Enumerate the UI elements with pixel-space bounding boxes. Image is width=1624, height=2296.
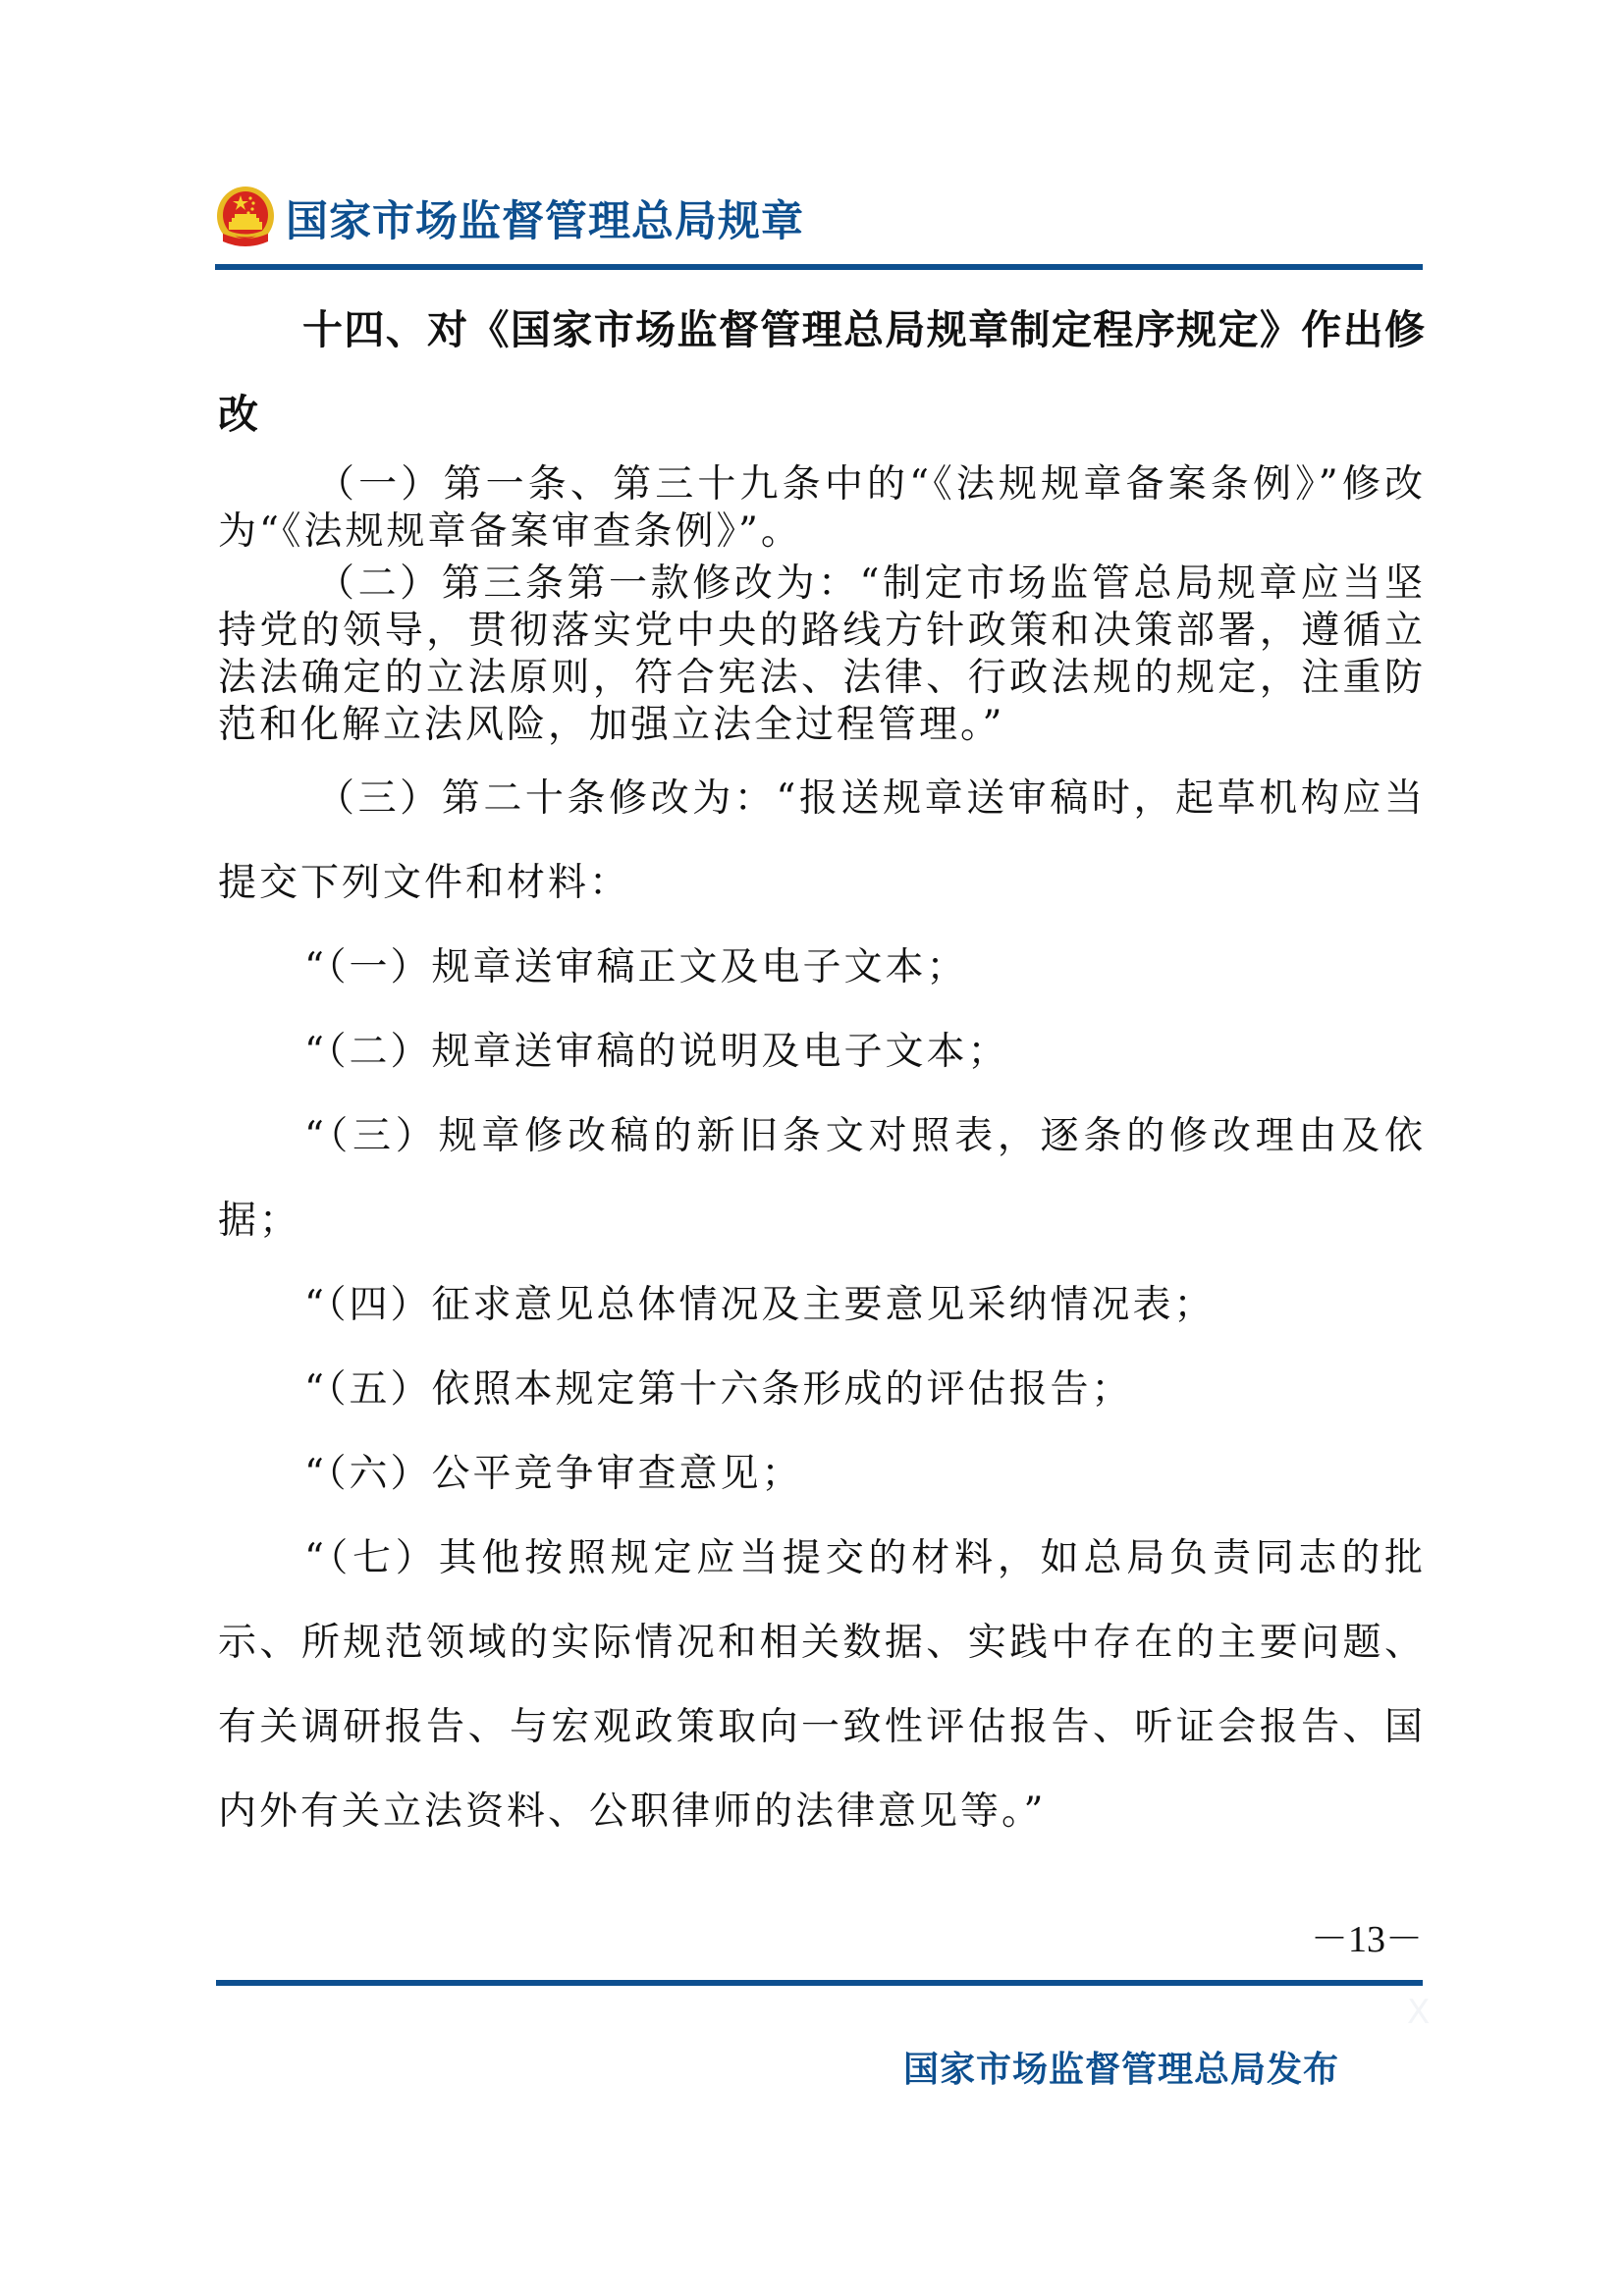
paragraph-2: （二）第三条第一款修改为：“制定市场监管总局规章应当坚持党的领导，贯彻落实党中央的路线方针政策和决策部署，遵循立法法确定的立法原则，符合宪法、法律、行政法规的规定，注重防范和化解立法风险，加强立法全过程管理。”: [218, 561, 1426, 747]
footer-divider: [216, 1980, 1423, 1986]
list-item-7: “（七）其他按照规定应当提交的材料，如总局负责同志的批示、所规范领域的实际情况和相关数据、实践中存在的主要问题、有关调研报告、与宏观政策取向一致性评估报告、听证会报告、国内外有关立法资料、公职律师的法律意见等。”: [218, 1536, 1426, 1834]
document-body: [218, 288, 1426, 1854]
list-item-2: “（二）规章送审稿的说明及电子文本；: [304, 1030, 1009, 1074]
paragraph-1: （一）第一条、第三十九条中的“《法规规章备案条例》”修改为“《法规规章备案审查条例》”。: [218, 462, 1426, 554]
publisher-label: 国家市场监督管理总局发布: [903, 2050, 1340, 2090]
section-heading: 十四、对《国家市场监督管理总局规章制定程序规定》作出修改: [218, 306, 1426, 438]
page-number: －13－: [1310, 1919, 1423, 1960]
header-title: 国家市场监督管理总局规章: [286, 196, 804, 246]
paragraph-3: （三）第二十条修改为：“报送规章送审稿时，起草机构应当提交下列文件和材料：: [218, 776, 1426, 905]
header-divider: [215, 264, 1423, 270]
document-header: [215, 179, 804, 257]
faint-watermark-mark: X: [1407, 1993, 1431, 2032]
list-item-4: “（四）征求意见总体情况及主要意见采纳情况表；: [304, 1283, 1216, 1327]
national-emblem-icon: [215, 185, 276, 251]
list-item-5: “（五）依照本规定第十六条形成的评估报告；: [304, 1367, 1133, 1412]
list-item-1: “（一）规章送审稿正文及电子文本；: [304, 945, 968, 989]
list-item-6: “（六）公平竞争审查意见；: [304, 1452, 803, 1496]
list-item-3: “（三）规章修改稿的新旧条文对照表，逐条的修改理由及依据；: [218, 1114, 1426, 1243]
